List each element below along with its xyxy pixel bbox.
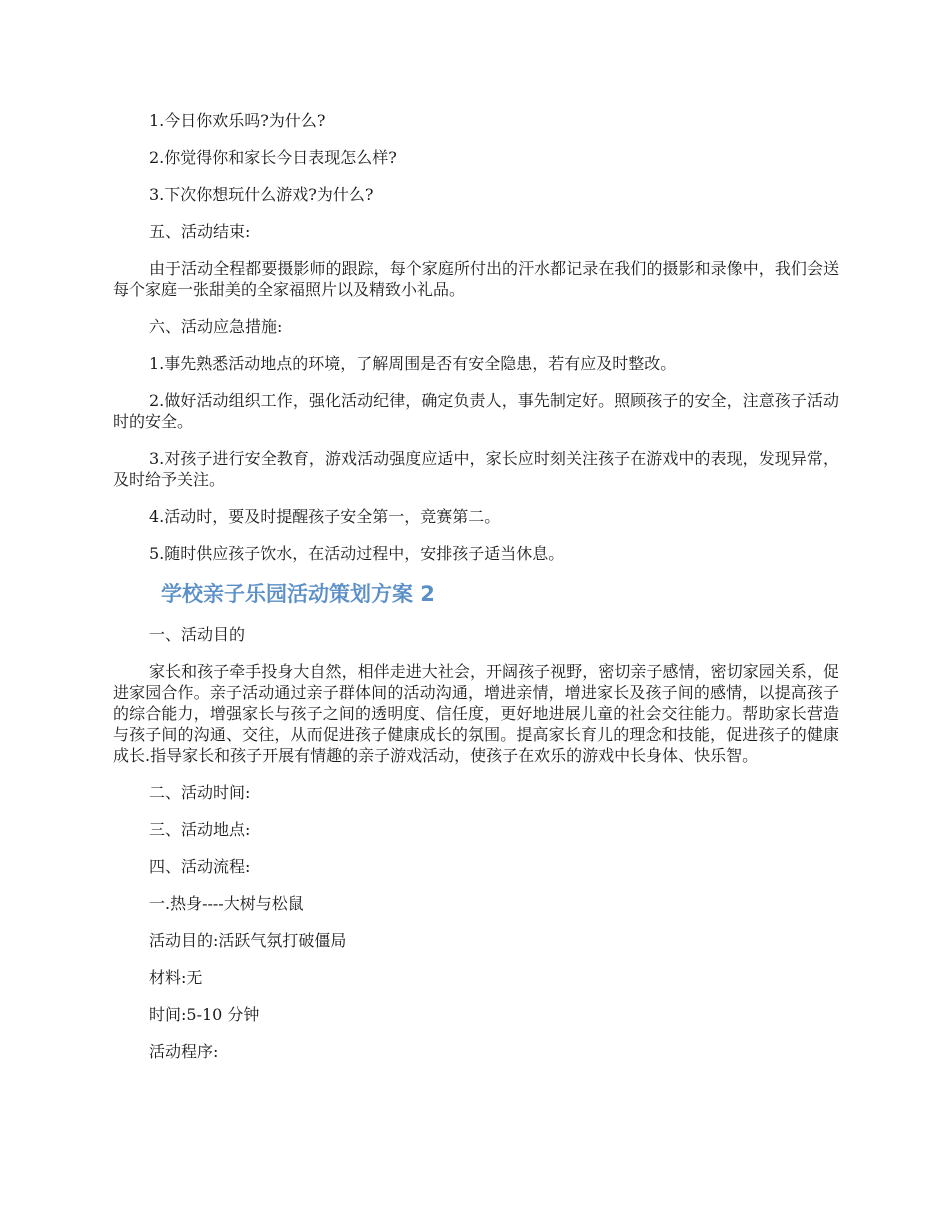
purpose-heading: 一、活动目的 [149,625,246,644]
question-1: 1.今日你欢乐吗?为什么? [149,111,326,130]
warmup-title: 一.热身----大树与松鼠 [149,894,304,913]
emergency-heading: 六、活动应急措施: [149,317,283,336]
emergency-item-2: 2.做好活动组织工作，强化活动纪律，确定负责人，事先制定好。照顾孩子的安全，注意孩子活动时的安全。 [113,391,839,431]
emergency-item-4: 4.活动时，要及时提醒孩子安全第一，竞赛第二。 [149,507,501,526]
emergency-item-5: 5.随时供应孩子饮水，在活动过程中，安排孩子适当休息。 [149,544,565,563]
duration-line: 时间:5-10 分钟 [149,1005,260,1024]
procedure-heading: 活动程序: [149,1042,219,1061]
question-2: 2.你觉得你和家长今日表现怎么样? [149,148,397,167]
end-heading: 五、活动结束: [149,222,251,241]
place-heading: 三、活动地点: [149,820,251,839]
materials-line: 材料:无 [149,968,203,987]
section-title: 学校亲子乐园活动策划方案 2 [161,582,435,606]
end-paragraph: 由于活动全程都要摄影师的跟踪，每个家庭所付出的汗水都记录在我们的摄影和录像中，我们会送每个家庭一张甜美的全家福照片以及精致小礼品。 [113,259,839,299]
question-3: 3.下次你想玩什么游戏?为什么? [149,185,374,204]
purpose-paragraph: 家长和孩子牵手投身大自然，相伴走进大社会，开阔孩子视野，密切亲子感情，密切家园关系，促进家园合作。亲子活动通过亲子群体间的活动沟通，增进亲情，增进家长及孩子间的感情，以提高孩子的综合能力，增强家长与孩子之间的透明度、信任度，更好地进展儿童的社会交往能力。帮助家长营造与孩子间的沟通、交往，从而促进孩子健康成长的氛围。提高家长育儿的理念和技能，促进孩子的健康成长.指导家长和孩子开展有情趣的亲子游戏活动，使孩子在欢乐的游戏中长身体、快乐智。 [113,662,839,765]
emergency-item-1: 1.事先熟悉活动地点的环境，了解周围是否有安全隐患，若有应及时整改。 [149,354,677,373]
warmup-purpose: 活动目的:活跃气氛打破僵局 [149,931,347,950]
flow-heading: 四、活动流程: [149,857,251,876]
emergency-item-3: 3.对孩子进行安全教育，游戏活动强度应适中，家长应时刻关注孩子在游戏中的表现，发现异常，及时给予关注。 [113,449,839,489]
time-heading: 二、活动时间: [149,783,251,802]
document-body [113,110,839,1062]
